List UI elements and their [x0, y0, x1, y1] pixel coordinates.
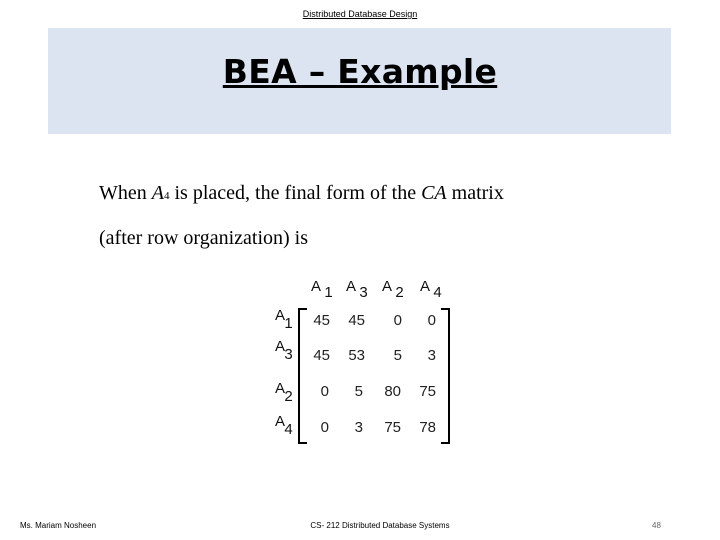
- matrix-cell: 0: [393, 312, 402, 329]
- matrix-cell: 45: [313, 312, 330, 329]
- slide-title: BEA – Example: [222, 52, 498, 91]
- matrix-cell: 75: [419, 383, 436, 400]
- matrix-cell: 5: [393, 347, 402, 364]
- body-line-1: When A4 is placed, the final form of the CA matrix: [99, 182, 504, 204]
- page-number: 48: [652, 521, 661, 530]
- matrix-cell: 5: [354, 383, 363, 400]
- matrix-cell: 0: [427, 312, 436, 329]
- matrix-cell: 75: [384, 419, 401, 436]
- matrix-cell: 78: [419, 419, 436, 436]
- body-line-2: (after row organization) is: [99, 227, 308, 249]
- matrix-cell: 53: [348, 347, 365, 364]
- matrix-right-bracket: [441, 308, 450, 444]
- matrix-cell: 45: [313, 347, 330, 364]
- footer-course: CS- 212 Distributed Database Systems: [310, 521, 450, 530]
- column-header-a3: A 3: [346, 278, 368, 301]
- matrix-cell: 0: [320, 419, 329, 436]
- matrix-cell: 80: [384, 383, 401, 400]
- row-header-a3: A 3: [275, 338, 293, 363]
- column-header-a4: A 4: [420, 278, 442, 301]
- row-header-a1: A 1: [275, 307, 293, 332]
- row-header-a2: A 2: [275, 380, 293, 405]
- footer-author: Ms. Mariam Nosheen: [20, 521, 97, 530]
- matrix-cell: 3: [354, 419, 363, 436]
- column-header-a2: A 2: [382, 278, 404, 301]
- row-header-a4: A 4: [275, 413, 293, 438]
- matrix-cell: 3: [427, 347, 436, 364]
- course-header: Distributed Database Design: [302, 9, 418, 19]
- matrix-cell: 45: [348, 312, 365, 329]
- matrix-cell: 0: [320, 383, 329, 400]
- column-header-a1: A 1: [311, 278, 333, 301]
